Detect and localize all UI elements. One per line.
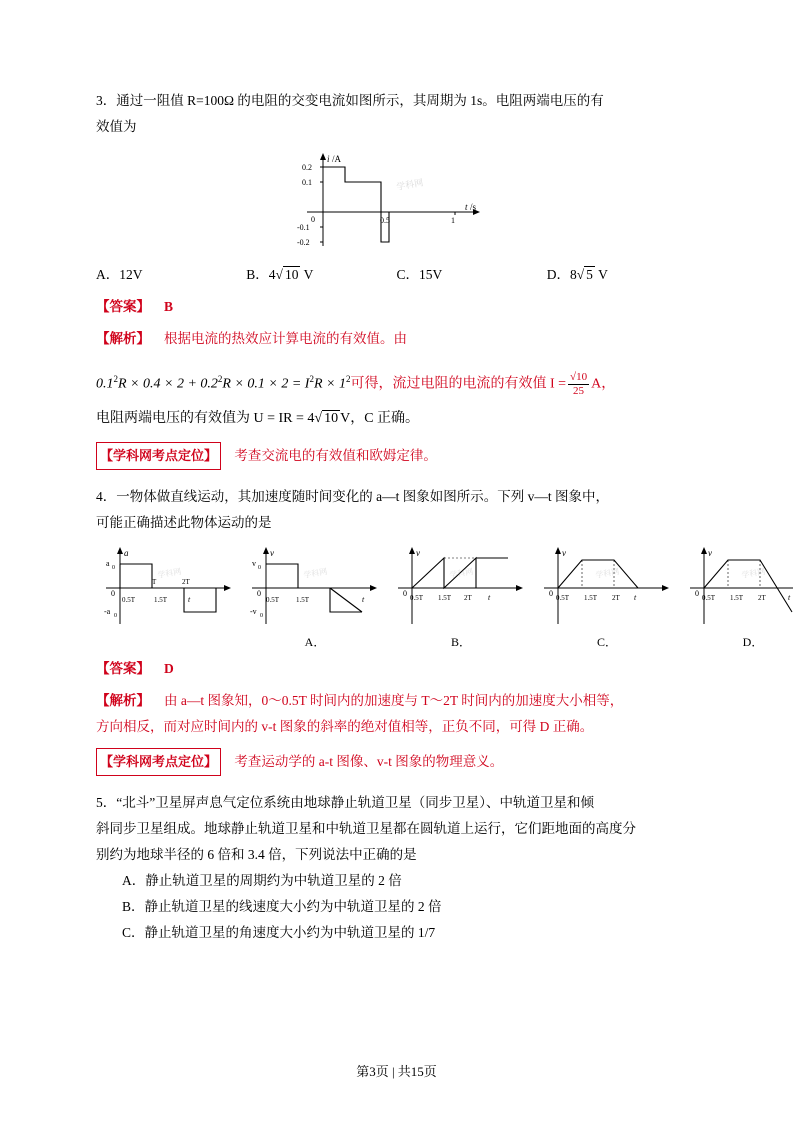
- sqrt-symbol-b: √ 10: [275, 267, 299, 282]
- sqrt-symbol-d: √ 5: [576, 267, 593, 282]
- q5-choice-a[interactable]: A．静止轨道卫星的周期约为中轨道卫星的 2 倍: [122, 872, 402, 888]
- q4-explain-line1: 由 a—t 图象知，0～0.5T 时间内的加速度与 T～2T 时间内的加速度大小相等，: [164, 692, 624, 708]
- svg-text:t: t: [634, 592, 637, 602]
- page-footer: 第3页 | 共15页: [356, 1064, 437, 1079]
- svg-text:学科网: 学科网: [156, 566, 182, 580]
- q3-math2-text: 电阻两端电压的有效值为 U = IR = 4: [96, 410, 315, 426]
- svg-text:0: 0: [258, 564, 261, 571]
- svg-text:-v: -v: [250, 606, 257, 616]
- question-4-block: [96, 484, 791, 776]
- svg-text:1.5T: 1.5T: [730, 593, 744, 602]
- q3-current-waveform-figure: [277, 150, 517, 254]
- q3-explain-tag: 【解析】: [96, 331, 150, 346]
- q4-explain-line2: 方向相反，而对应时间内的 v-t 图象的斜率的绝对值相等，正负不同，可得 D 正确。: [96, 718, 594, 734]
- q3-explain-row: [96, 326, 697, 352]
- svg-text:0.5: 0.5: [379, 216, 390, 225]
- svg-text:学科网: 学科网: [740, 566, 766, 580]
- svg-text:0.5T: 0.5T: [266, 595, 280, 604]
- q4-option-a-label: A．: [304, 634, 326, 649]
- svg-text:t: t: [362, 594, 365, 604]
- svg-text:1: 1: [450, 216, 455, 225]
- svg-text:-a: -a: [104, 606, 111, 616]
- q3-choice-d-pre: D．8: [546, 267, 577, 282]
- q4-text-line1: 4．一物体做直线运动，其加速度随时间变化的 a—t 图象如图所示。下列 v—t 图象中，: [96, 488, 609, 504]
- q3-math1-a: R × 0.4 × 2 + 0.2: [118, 376, 218, 392]
- svg-text:0: 0: [111, 588, 115, 598]
- q5-choice-b[interactable]: B．静止轨道卫星的线速度大小约为中轨道卫星的 2 倍: [122, 898, 442, 914]
- svg-text:0: 0: [403, 588, 407, 598]
- svg-text:/A: /A: [331, 154, 341, 164]
- svg-text:0: 0: [695, 588, 699, 598]
- q4-answer-tag: 【答案】: [96, 660, 150, 676]
- q4-option-d-figure[interactable]: [680, 544, 793, 650]
- svg-text:t: t: [464, 202, 468, 212]
- svg-text:0.5T: 0.5T: [122, 595, 136, 604]
- svg-text:0.2: 0.2: [301, 163, 312, 172]
- svg-text:0.5T: 0.5T: [702, 593, 716, 602]
- svg-text:a: a: [106, 558, 110, 568]
- q3-explain-text: 根据电流的热效应计算电流的有效值。由: [164, 331, 407, 346]
- q3-math1-c: R × 0.1 × 2 = I: [222, 376, 310, 392]
- q3-choice-b-post: V: [303, 267, 314, 282]
- q5-line3: 别约为地球半径的 6 倍和 3.4 倍，下列说法中正确的是: [96, 846, 417, 862]
- q4-keypoint-tag: 【学科网考点定位】: [96, 748, 221, 776]
- q3-math1-frac-den: 25: [573, 384, 585, 397]
- svg-text:1.5T: 1.5T: [584, 593, 598, 602]
- svg-text:a: a: [124, 547, 129, 558]
- svg-text:-0.2: -0.2: [296, 238, 310, 247]
- q3-math2-root: 10: [324, 410, 339, 426]
- q4-option-c-figure[interactable]: [534, 544, 680, 650]
- q4-keypoint-row: [96, 748, 697, 776]
- q3-keypoint-row: [96, 442, 697, 470]
- q4-figure-row: [96, 544, 791, 650]
- svg-text:2T: 2T: [182, 577, 190, 586]
- svg-text:T: T: [152, 577, 157, 586]
- q3-keypoint-tag: 【学科网考点定位】: [96, 442, 221, 470]
- svg-text:学科网: 学科网: [594, 566, 620, 580]
- q4-explain-tag: 【解析】: [96, 692, 150, 708]
- q3-choice-b-root: 10: [284, 267, 299, 282]
- svg-text:0: 0: [112, 564, 115, 571]
- question-5-block: [96, 790, 697, 946]
- q3-math1-fraction: [568, 371, 589, 398]
- svg-text:-0.1: -0.1: [296, 223, 310, 232]
- q3-math1-left-sup: 2: [113, 374, 118, 384]
- q4-answer-value: D: [164, 660, 174, 676]
- q3-math2-tail: V，C 正确。: [340, 410, 420, 426]
- q4-figure-at-graph: [96, 544, 242, 650]
- q3-math1-d-sup: 2: [309, 374, 314, 384]
- svg-text:v: v: [708, 547, 712, 558]
- sqrt-symbol-2: √ 10: [314, 410, 339, 426]
- q3-math1-e: R × 1: [313, 376, 346, 392]
- svg-text:学科网: 学科网: [448, 566, 474, 580]
- q4-option-d-label: D．: [742, 634, 764, 649]
- svg-text:0: 0: [260, 612, 263, 619]
- q3-math1-tail: 可得，流过电阻的电流的有效值 I =: [350, 376, 567, 392]
- q3-choices: [96, 262, 697, 288]
- svg-text:/s: /s: [469, 202, 476, 212]
- q5-choice-c[interactable]: C．静止轨道卫星的角速度大小约为中轨道卫星的 1/7: [122, 924, 436, 940]
- svg-text:1.5T: 1.5T: [154, 595, 168, 604]
- q4-explain-row: [96, 688, 697, 714]
- q3-answer-tag: 【答案】: [96, 299, 150, 314]
- q3-choice-b[interactable]: [246, 262, 396, 288]
- svg-text:1.5T: 1.5T: [296, 595, 310, 604]
- q5-line1: 5．“北斗”卫星屏声息气定位系统由地球静止轨道卫星（同步卫星）、中轨道卫星和倾: [96, 794, 594, 810]
- q4-explain-line2-row: [96, 714, 697, 740]
- q3-choice-b-pre: B．4: [246, 267, 276, 282]
- q5-line2: 斜同步卫星组成。地球静止轨道卫星和中轨道卫星都在圆轨道上运行，它们距地面的高度分: [96, 820, 636, 836]
- q3-math-line-1: [96, 364, 697, 400]
- svg-text:0.5T: 0.5T: [410, 593, 424, 602]
- svg-text:t: t: [488, 592, 491, 602]
- svg-text:t: t: [788, 592, 791, 602]
- q4-keypoint-text: 考查运动学的 a-t 图像、v-t 图象的物理意义。: [234, 753, 504, 769]
- svg-text:0: 0: [257, 588, 261, 598]
- svg-text:t: t: [188, 594, 191, 604]
- svg-text:0: 0: [310, 215, 315, 224]
- q3-text-line1: 3．通过一阻值 R=100Ω 的电阻的交变电流如图所示，其周期为 1s。电阻两端电压的有: [96, 93, 604, 108]
- q3-keypoint-text: 考查交流电的有效值和欧姆定律。: [234, 447, 437, 463]
- svg-text:2T: 2T: [612, 593, 620, 602]
- svg-text:0.1: 0.1: [301, 178, 312, 187]
- q3-choice-a[interactable]: A．12V: [96, 267, 143, 282]
- svg-text:i: i: [326, 154, 330, 164]
- svg-text:0.5T: 0.5T: [556, 593, 570, 602]
- q4-option-b-figure[interactable]: [388, 544, 534, 650]
- svg-text:0: 0: [114, 612, 117, 619]
- q3-choice-d-post: V: [598, 267, 608, 282]
- q3-math-line-2: [96, 404, 697, 434]
- q3-answer-value: B: [164, 299, 174, 314]
- q4-answer-row: [96, 656, 697, 682]
- q3-math1-f-sup: 2: [345, 374, 351, 384]
- q4-option-b-label: B．: [450, 634, 471, 649]
- q3-choice-d-root: 5: [586, 267, 593, 282]
- svg-text:v: v: [252, 558, 256, 568]
- q4-option-c-label: C．: [596, 634, 617, 649]
- q3-math1-b-sup: 2: [217, 374, 223, 384]
- question-3-block: [96, 88, 697, 470]
- svg-text:v: v: [416, 547, 420, 558]
- q3-math1-left: 0.1: [96, 376, 114, 392]
- q3-answer-row: [96, 294, 697, 320]
- q4-text-line2: 可能正确描述此物体运动的是: [96, 514, 272, 530]
- svg-text:2T: 2T: [464, 593, 472, 602]
- q3-choice-d[interactable]: [547, 262, 697, 288]
- q3-figure-svg: [277, 150, 517, 254]
- q4-option-a-figure[interactable]: [242, 544, 388, 650]
- q3-text-line2: 效值为: [96, 119, 137, 134]
- watermark-text: 学科网: [395, 177, 424, 192]
- svg-text:2T: 2T: [758, 593, 766, 602]
- svg-text:1.5T: 1.5T: [438, 593, 452, 602]
- q3-choice-c[interactable]: C．15V: [396, 267, 443, 282]
- svg-text:v: v: [270, 547, 274, 558]
- svg-text:学科网: 学科网: [302, 566, 328, 580]
- q3-math1-frac-num: √10: [570, 370, 588, 383]
- svg-text:0: 0: [549, 588, 553, 598]
- svg-text:v: v: [562, 547, 566, 558]
- q3-math1-unit: A，: [591, 376, 616, 392]
